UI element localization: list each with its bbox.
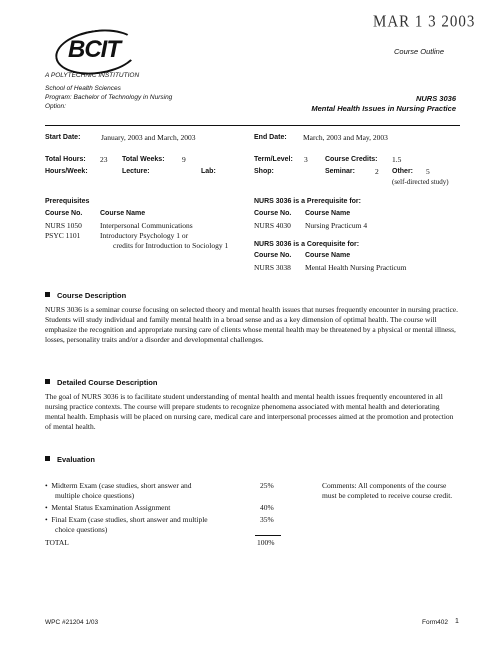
prereq-row-no: PSYC 1101 [45,231,81,240]
detailed-description-heading: Detailed Course Description [45,378,157,387]
page-number: 1 [455,618,459,625]
evaluation-item-cont: choice questions) [55,525,108,534]
total-hours-label: Total Hours: [45,156,86,163]
document-type: Course Outline [394,47,445,56]
lecture-label: Lecture: [122,168,150,175]
prereq-for-col-name: Course Name [305,210,351,217]
evaluation-item-pct: 35% [260,515,274,524]
detailed-description-text: The goal of NURS 3036 is to facilitate student understanding of mental health and mental health issues frequently encountered in all nursing practice contexts. The course will prepare students to recognize phenomena associated with mental health and deteriorating mental health. Emphasis will be placed on nursing care, medical care and interpersonal processes aimed at the promotion and protection of mental health. [45,392,454,431]
evaluation-heading: Evaluation [45,455,95,464]
polytechnic-tagline: A POLYTECHNIC INSTITUTION [45,72,140,79]
course-description-text: NURS 3036 is a seminar course focusing on selected theory and mental health issues that nurses frequently encounter in nursing practice. Students will study individual and family mental health in a broad sense and as a key dimension of optimal health. The course will emphasize the recognition and appropriate nursing care of clients whose mental health may be threatened by a physical or mental illness, losses, personality traits and/or a disorder and developmental challenges. [45,305,459,344]
evaluation-item: • Midterm Exam (case studies, short answer and [45,481,192,490]
end-date-label: End Date: [254,134,287,141]
evaluation-item-pct: 25% [260,481,274,490]
coreq-row-no: NURS 3038 [254,263,291,272]
bullet-square-icon [45,456,50,461]
evaluation-comments: Comments: All components of the course [322,481,447,490]
option-label: Option: [45,103,66,110]
lab-label: Lab: [201,168,216,175]
evaluation-comments-cont: must be completed to receive course credit. [322,491,453,500]
coreq-heading: NURS 3036 is a Corequisite for: [254,241,360,248]
evaluation-item: • Mental Status Examination Assignment [45,503,171,512]
start-date-value: January, 2003 and March, 2003 [101,133,196,142]
bullet-icon: • [45,481,52,490]
term-level-label: Term/Level: [254,156,293,163]
prereq-for-row-no: NURS 4030 [254,221,291,230]
prereq-row-no: NURS 1050 [45,221,82,230]
total-weeks-label: Total Weeks: [122,156,165,163]
prerequisites-heading: Prerequisites [45,198,90,205]
seminar-value: 2 [375,167,379,176]
total-rule [255,535,281,536]
shop-label: Shop: [254,168,274,175]
header-divider [45,125,460,126]
term-level-value: 3 [304,155,308,164]
prereq-for-col-no: Course No. [254,210,292,217]
footer-code: WPC #21204 1/03 [45,619,99,626]
prereq-row-name: Interpersonal Communications [100,221,193,230]
other-label: Other: [392,168,413,175]
prereq-for-row-name: Nursing Practicum 4 [305,221,368,230]
evaluation-item-pct: 40% [260,503,274,512]
other-value: 5 [426,167,430,176]
prereq-col-no: Course No. [45,210,83,217]
start-date-label: Start Date: [45,134,81,141]
bullet-icon: • [45,503,52,512]
prereq-col-name: Course Name [100,210,146,217]
hours-week-label: Hours/Week: [45,168,88,175]
self-directed-note: (self-directed study) [392,178,449,186]
total-weeks-value: 9 [182,155,186,164]
course-credits-value: 1.5 [392,155,402,164]
program-name: Program: Bachelor of Technology in Nursing [45,94,173,101]
evaluation-item-cont: multiple choice questions) [55,491,135,500]
course-description-heading: Course Description [45,291,126,300]
coreq-col-name: Course Name [305,252,351,259]
evaluation-total-value: 100% [257,538,275,547]
prereq-for-heading: NURS 3036 is a Prerequisite for: [254,198,361,205]
prereq-row-name: Introductory Psychology 1 or [100,231,189,240]
evaluation-total-label: TOTAL [45,538,69,547]
total-hours-value: 23 [100,155,108,164]
school-name: School of Health Sciences [45,85,121,92]
bullet-square-icon [45,292,50,297]
evaluation-item: • Final Exam (case studies, short answer and multiple [45,515,208,524]
course-credits-label: Course Credits: [325,156,378,163]
coreq-row-name: Mental Health Nursing Practicum [305,263,407,272]
bullet-icon: • [45,515,52,524]
seminar-label: Seminar: [325,168,355,175]
course-title: Mental Health Issues in Nursing Practice [311,104,456,113]
bullet-square-icon [45,379,50,384]
footer-form: Form402 [422,619,449,626]
prereq-row-name: credits for Introduction to Sociology 1 [113,241,229,250]
course-code: NURS 3036 [415,94,456,103]
coreq-col-no: Course No. [254,252,292,259]
end-date-value: March, 2003 and May, 2003 [303,133,388,142]
logo: BCIT [68,36,120,63]
received-stamp: MAR 1 3 2003 [373,13,476,31]
